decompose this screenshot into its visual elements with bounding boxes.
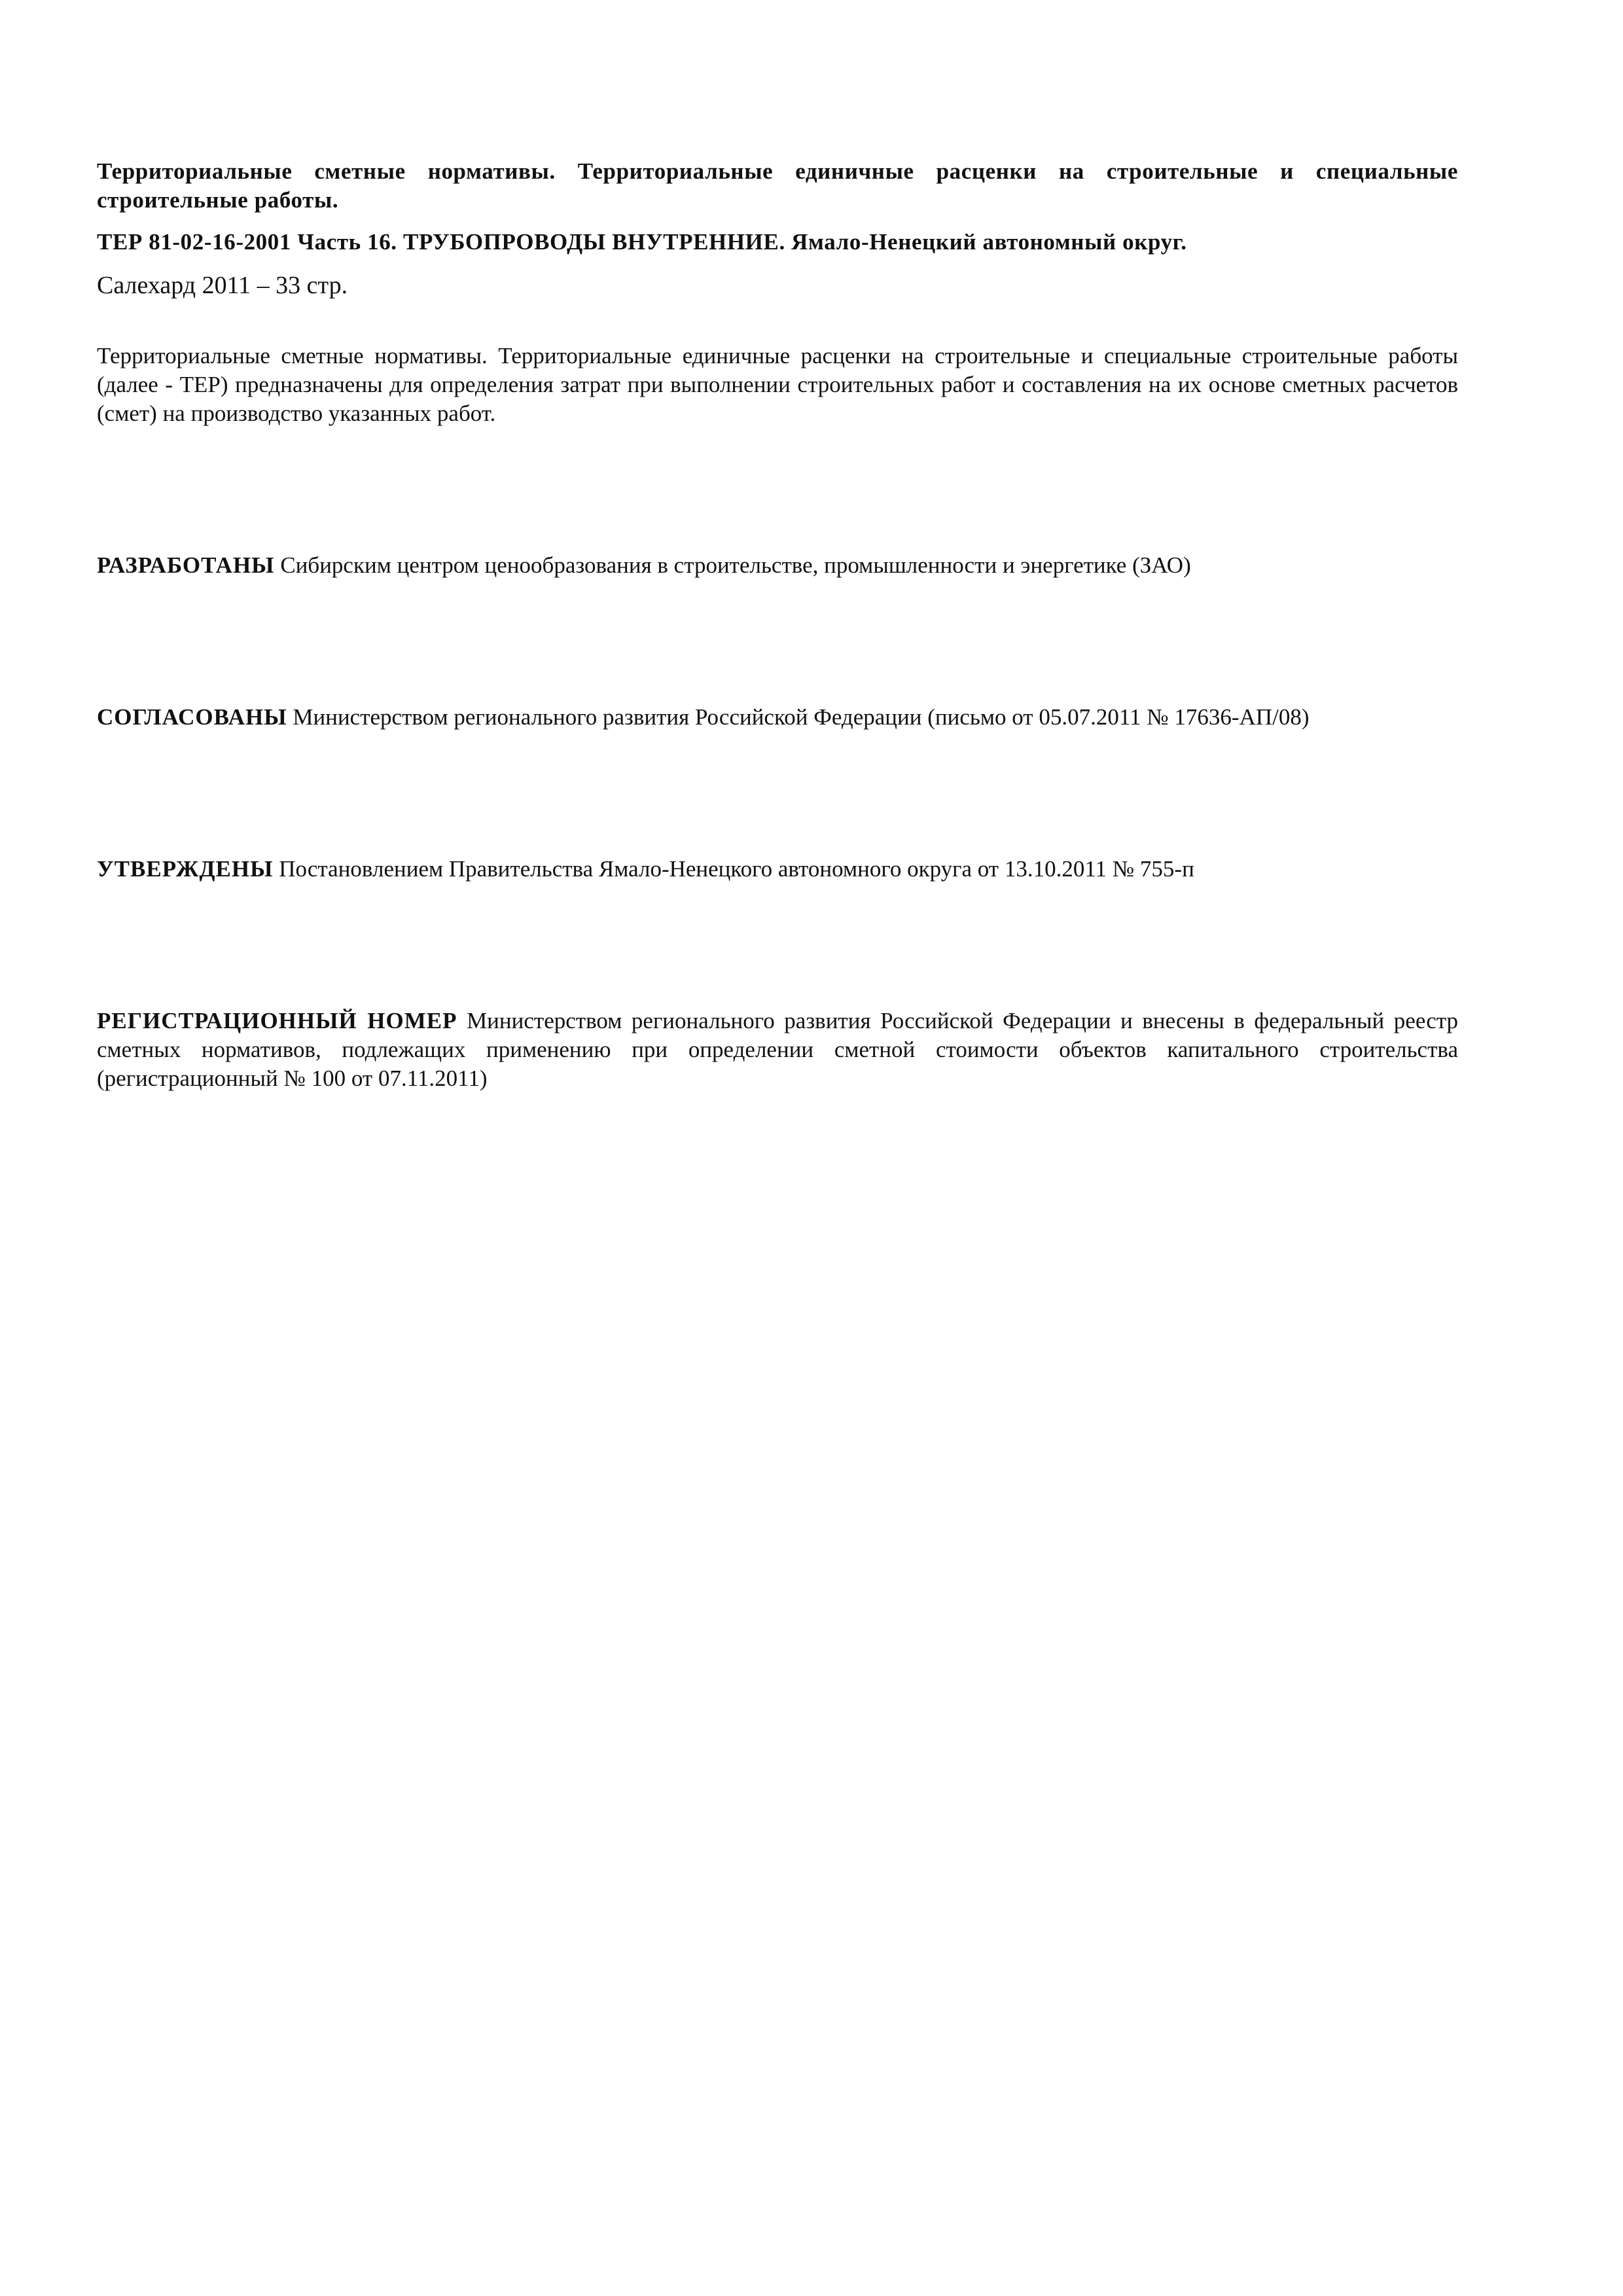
- document-page: [97, 157, 1458, 1093]
- abstract-paragraph: Территориальные сметные нормативы. Территориальные единичные расценки на строительные и специальные строительные работы (далее - ТЕР) предназначены для определения затрат при выполнении строительных работ и составления на их основе сметных расчетов (смет) на производство указанных работ.: [97, 343, 1458, 426]
- agreed-paragraph: [97, 703, 1458, 732]
- developed-text: Сибирским центром ценообразования в строительстве, промышленности и энергетике (ЗАО): [274, 552, 1191, 578]
- developed-paragraph: [97, 551, 1458, 580]
- agreed-label: СОГЛАСОВАНЫ: [97, 704, 287, 730]
- agreed-text: Министерством регионального развития Российской Федерации (письмо от 05.07.2011 № 17636-АП/08): [287, 704, 1310, 730]
- city-year-pages: Салехард 2011 – 33 стр.: [97, 272, 348, 299]
- developed-label: РАЗРАБОТАНЫ: [97, 552, 275, 578]
- document-title: Территориальные сметные нормативы. Территориальные единичные расценки на строительные и специальные строительные работы.: [97, 158, 1458, 213]
- registration-paragraph: [97, 1007, 1458, 1093]
- approved-text: Постановлением Правительства Ямало-Ненецкого автономного округа от 13.10.2011 № 755-п: [273, 856, 1194, 882]
- registration-label: РЕГИСТРАЦИОННЫЙ НОМЕР: [97, 1008, 457, 1033]
- registration-text: Министерством регионального развития Российской Федерации и внесены в федеральный реестр сметных нормативов, подлежащих применению при определении сметной стоимости объектов капитального строительства (регистрационный № 100 от 07.11.2011): [97, 1008, 1458, 1091]
- approved-paragraph: [97, 855, 1458, 884]
- approved-label: УТВЕРЖДЕНЫ: [97, 856, 274, 882]
- document-subtitle: ТЕР 81-02-16-2001 Часть 16. ТРУБОПРОВОДЫ ВНУТРЕННИЕ. Ямало-Ненецкий автономный округ.: [97, 229, 1187, 255]
